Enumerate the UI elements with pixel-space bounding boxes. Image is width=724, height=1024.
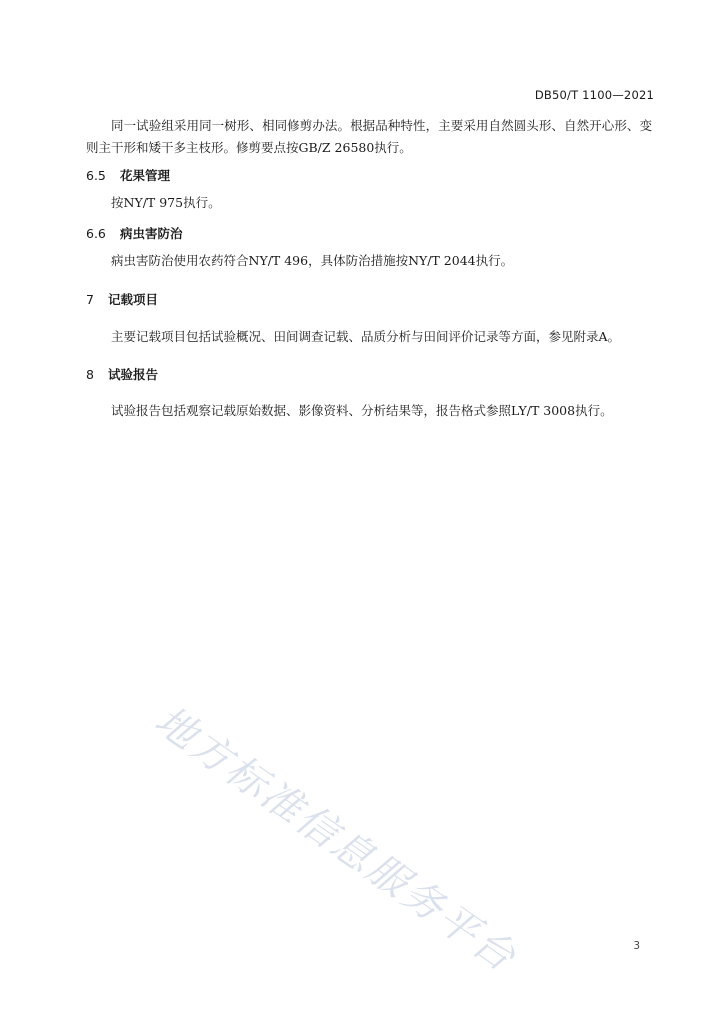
paragraph-pruning: 同一试验组采用同一树形、相同修剪办法。根据品种特性，主要采用自然圆头形、自然开心形、变则主干形和矮干多主枝形。修剪要点按GB/Z 26580执行。 (86, 118, 652, 155)
paragraph-test-report: 试验报告包括观察记载原始数据、影像资料、分析结果等，报告格式参照LY/T 3008执行。 (111, 403, 613, 418)
paragraph-record-items: 主要记载项目包括试验概况、田间调查记载、品质分析与田间评价记录等方面，参见附录A。 (111, 329, 621, 344)
heading-number: 8 (86, 367, 94, 382)
page-number: 3 (633, 940, 640, 952)
heading-7 (86, 290, 158, 308)
heading-number: 7 (86, 292, 94, 307)
heading-8 (86, 365, 158, 383)
watermark: 地方标准信息服务平台 (146, 697, 526, 982)
document-code: DB50/T 1100—2021 (534, 88, 654, 102)
heading-number: 6.5 (86, 168, 106, 183)
heading-6-6 (86, 224, 183, 242)
heading-number: 6.6 (86, 226, 106, 241)
paragraph-pest-control: 病虫害防治使用农药符合NY/T 496，具体防治措施按NY/T 2044执行。 (111, 253, 514, 268)
heading-title: 病虫害防治 (120, 226, 183, 241)
paragraph-flower-fruit: 按NY/T 975执行。 (111, 195, 221, 210)
heading-6-5 (86, 166, 170, 184)
heading-title: 花果管理 (120, 168, 171, 183)
heading-title: 试验报告 (108, 367, 159, 382)
heading-title: 记载项目 (108, 292, 159, 307)
